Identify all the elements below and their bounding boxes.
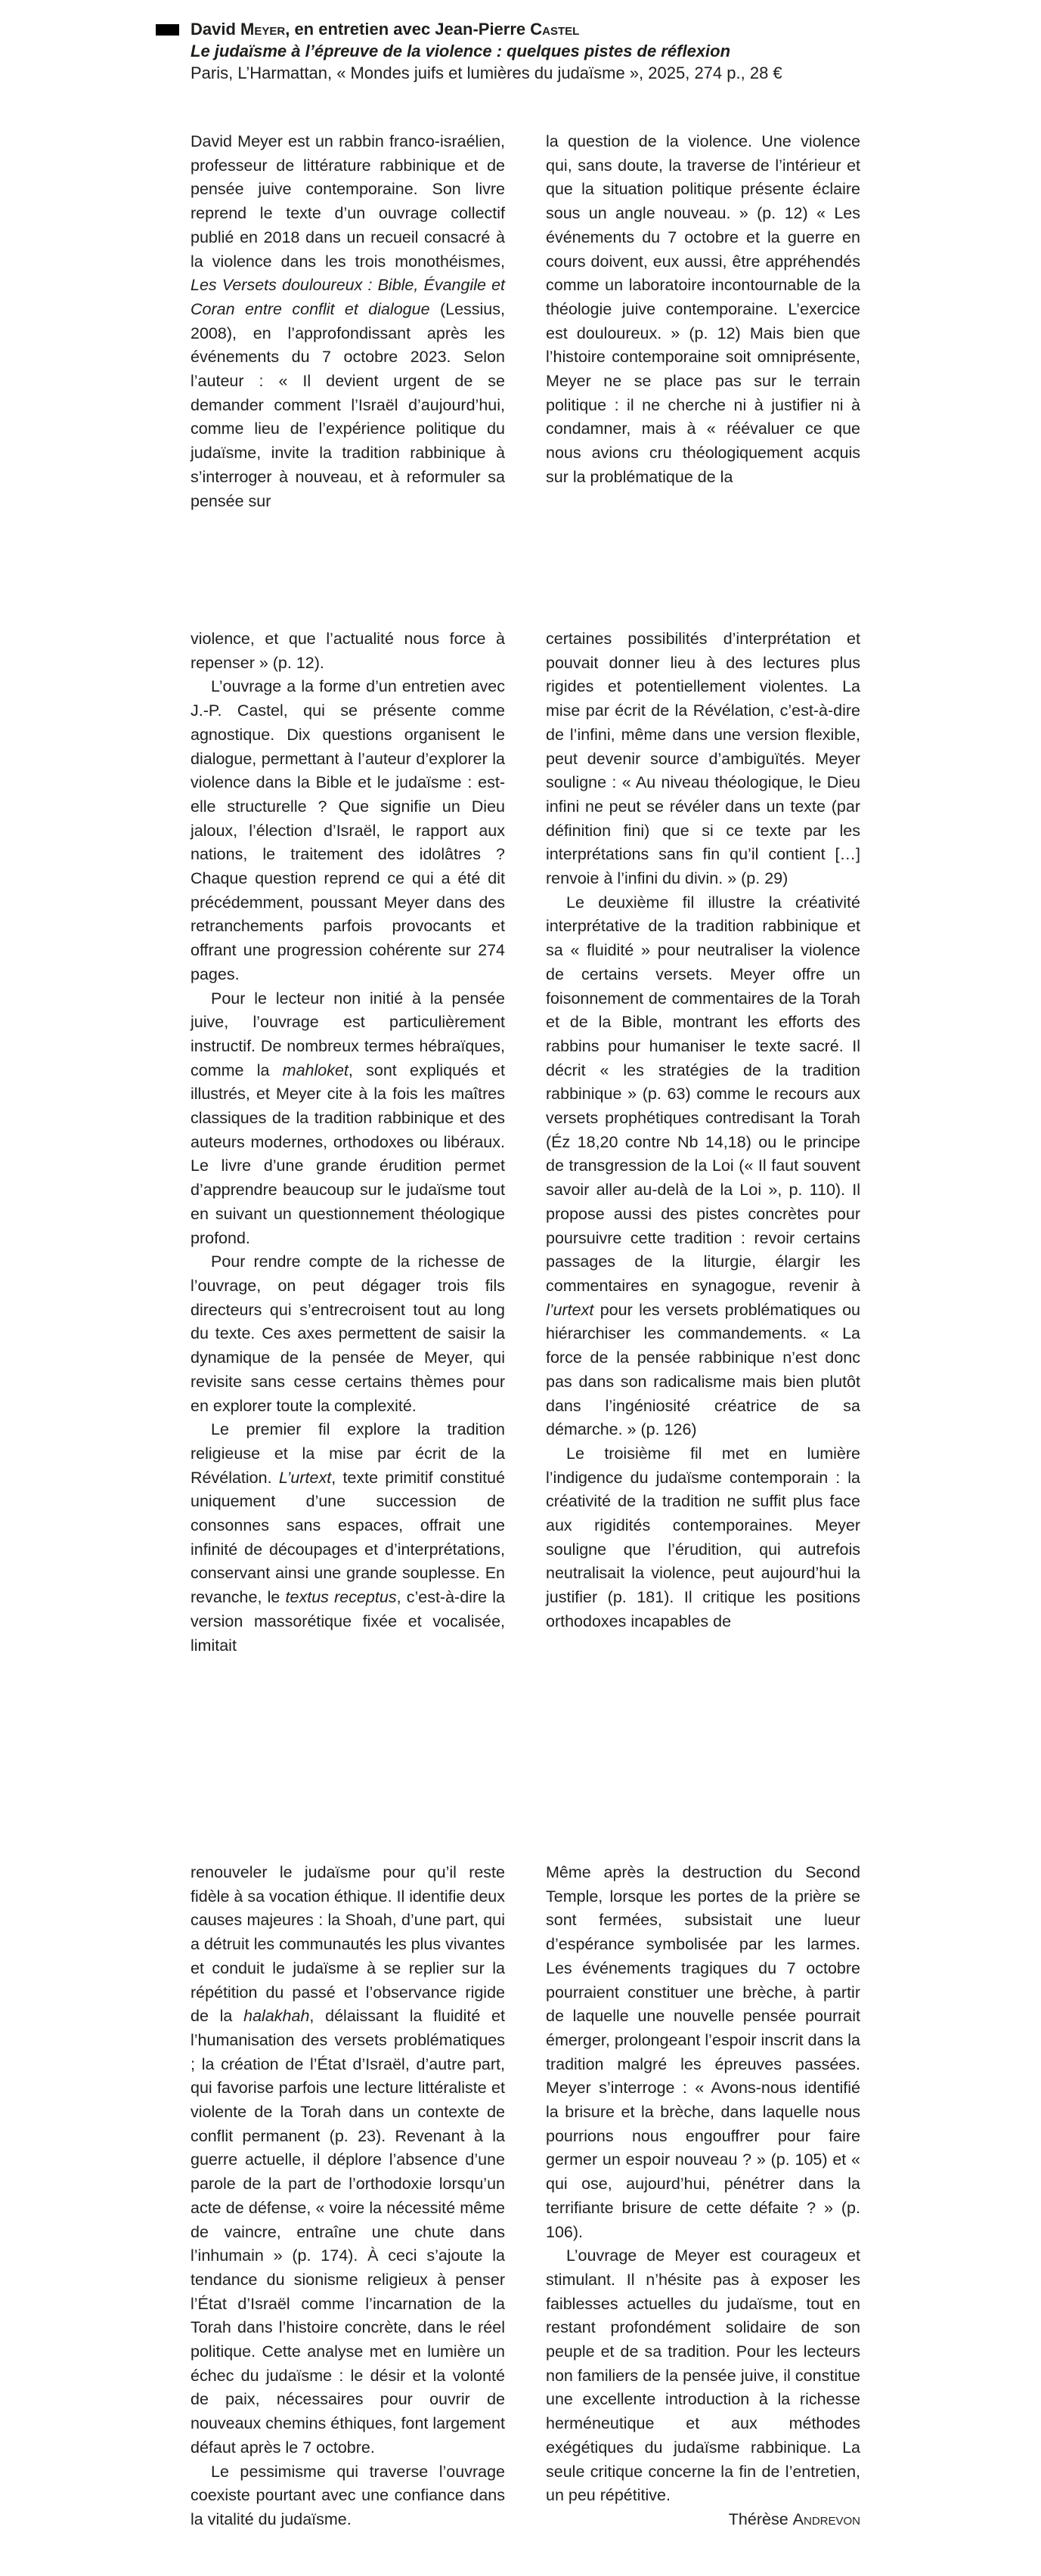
text-run: halakhah (243, 2007, 310, 2026)
text-run: pour les versets problématiques ou hiérarchiser les commandements. « La force de la pensée rabbinique n’est donc pas dans son radicalisme mais bien plutôt dans l’ingéniosité créatrice de sa démarche. » (p. 126) (546, 1300, 860, 1439)
block-1-column-right (546, 130, 860, 513)
text-run: David Meyer est un rabbin franco-israélien, professeur de littérature rabbinique et de pensée juive contemporaine. Son livre reprend le texte d’un ouvrage collectif publié en 2018 dans un recueil consacré à la violence dans les trois monothéismes, (191, 132, 505, 271)
text-run: Pour rendre compte de la richesse de l’ouvrage, on peut dégager trois fils directeurs qui s’entrecroisent tout au long du texte. Ces axes permettent de saisir la dynamique de la pensée de Meyer, qui revisite sans cesse certains thèmes pour en explorer toute la complexité. (191, 1252, 505, 1415)
text-run: Paris, L’Harmattan, « Mondes juifs et lumières du judaïsme », 2025, 274 p., 28 € (191, 63, 782, 82)
paragraph (546, 1442, 860, 1634)
text-run: violence, et que l’actualité nous force à repenser » (p. 12). (191, 630, 505, 672)
text-block-2 (191, 627, 860, 1658)
text-run: Même après la destruction du Second Temple, lorsque les portes de la prière se sont fermées, subsistait une lueur d’espérance symbolisée par les larmes. Les événements tragiques du 7 octobre pourraient constituer une brèche, à partir de laquelle une nouvelle pensée pourrait émerger, prolongeant l’espoir inscrit dans la tradition malgré les épreuves passées. Meyer s’interroge : « Avons-nous identifié la brisure et la brèche, dans laquelle nous pourrions nous engouffrer pour faire germer un espoir nouveau ? » (p. 105) et « qui ose, aujourd’hui, pénétrer dans la terrifiante brisure de cette défaite ? » (p. 106). (546, 1863, 860, 2241)
text-run: Le premier fil explore la tradition religieuse et la mise par écrit de la Révélation. (191, 1420, 505, 1487)
text-run: , texte primitif constitué uniquement d’une succession de consonnes sans espaces, offrait une infinité de découpages et d’interprétations, conservant ainsi une grande souplesse. En revanche, le (191, 1468, 505, 1607)
paragraph (546, 2244, 860, 2508)
review-header (191, 18, 886, 84)
text-run: la question de la violence. Une violence qui, sans doute, la traverse de l’intérieur et que la situation politique présente éclaire sous un angle nouveau. » (p. 12) « Les événements du 7 octobre et la guerre en cours doivent, eux aussi, être appréhendés comme un laboratoire incontournable de la théologie juive contemporaine. L’exercice est douloureux. » (p. 12) Mais bien que l’histoire contemporaine soit omniprésente, Meyer ne se place pas sur le terrain politique : il ne cherche ni à justifier ni à condamner, mais à « réévaluer ce que nous avions cru théologiquement acquis sur la problématique de la (546, 132, 860, 486)
text-run: renouveler le judaïsme pour qu’il reste fidèle à sa vocation éthique. Il identifie deux causes majeures : la Shoah, d’une part, qui a détruit les communautés les plus vivantes et conduit le judaïsme à se replier sur la répétition du passé et l’observance rigide de la (191, 1863, 505, 2026)
text-run: , c’est-à-dire la version massorétique fixée et vocalisée, limitait (191, 1588, 505, 1655)
reviewer-signature (546, 2508, 860, 2532)
text-run: mahloket (282, 1060, 349, 1079)
block-2-column-right (546, 627, 860, 1658)
block-2-column-left (191, 627, 505, 1658)
text-run: David (191, 20, 241, 39)
text-run: Le pessimisme qui traverse l’ouvrage coexiste pourtant avec une confiance dans la vitalité du judaïsme. (191, 2462, 505, 2528)
text-run: Meyer (240, 20, 286, 39)
text-run: , en entretien avec Jean-Pierre (285, 20, 531, 39)
review-book-title (191, 40, 886, 62)
text-run: Thérèse (728, 2509, 793, 2528)
text-run: textus receptus (285, 1588, 397, 1607)
text-run: Le deuxième fil illustre la créativité interprétative de la tradition rabbinique et sa « fluidité » pour neutraliser la violence de certains versets. Meyer offre un foisonnement de commentaires de la Torah et de la Bible, montrant les efforts des rabbins pour humaniser le texte sacré. Il décrit « les stratégies de la tradition rabbinique » (p. 63) comme le recours aux versets prophétiques contredisant la Torah (Éz 18,20 contre Nb 14,18) ou le principe de transgression de la Loi (« Il faut souvent savoir aller au-delà de la Loi », p. 110). Il propose aussi des pistes concrètes pour poursuivre cette tradition : revoir certains passages de la liturgie, élargir les commentaires en synagogue, revenir à (546, 893, 860, 1295)
paragraph (191, 1250, 505, 1418)
text-block-1 (191, 130, 860, 513)
text-run: Pour le lecteur non initié à la pensée juive, l’ouvrage est particulièrement instructif. De nombreux termes hébraïques, comme la (191, 989, 505, 1079)
paragraph (191, 1861, 505, 2460)
section-bullet-marker (156, 24, 179, 36)
review-publication-info (191, 62, 886, 84)
text-run: l’urtext (546, 1300, 594, 1319)
text-run: Castel (530, 20, 580, 39)
text-block-3 (191, 1861, 860, 2532)
text-run: (Lessius, 2008), en l’approfondissant après les événements du 7 octobre 2023. Selon l’auteur : « Il devient urgent de se demander comment l’Israël d’aujourd’hui, comme lieu de l’expérience politique du judaïsme, invite la tradition rabbinique à s’interroger à nouveau, et à reformuler sa pensée sur (191, 299, 505, 510)
text-run: Le troisième fil met en lumière l’indigence du judaïsme contemporain : la créativité de la tradition ne suffit plus face aux rigidités contemporaines. Meyer souligne que l’érudition, qui autrefois neutralisait la violence, peut aujourd’hui la justifier (p. 181). Il critique les positions orthodoxes incapables de (546, 1444, 860, 1630)
text-run: Andrevon (792, 2509, 860, 2528)
text-run: Le judaïsme à l’épreuve de la violence : quelques pistes de réflexion (191, 42, 731, 60)
paragraph (546, 1861, 860, 2244)
paragraph (546, 130, 860, 490)
block-3-column-right (546, 1861, 860, 2532)
paragraph (191, 987, 505, 1251)
paragraph (191, 627, 505, 675)
text-run: , délaissant la fluidité et l’humanisation des versets problématiques ; la création de l’État d’Israël, d’autre part, qui favorise parfois une lecture littéraliste et violente de la Torah dans un contexte de conflit permanent (p. 23). Revenant à la guerre actuelle, il déplore l’absence d’une parole de la part de l’orthodoxie lorsqu’un acte de défense, « voire la nécessité même de vaincre, entraîne une chute dans l’inhumain » (p. 174). À ceci s’ajoute la tendance du sionisme religieux à penser l’État d’Israël comme l’incarnation de la Torah dans l’histoire concrète, dans le réel politique. Cette analyse met en lumière un échec du judaïsme : le désir et la volonté de paix, nécessaires pour ouvrir de nouveaux chemins éthiques, font largement défaut après le 7 octobre. (191, 2007, 505, 2457)
paragraph (191, 130, 505, 513)
text-run: L’ouvrage de Meyer est courageux et stimulant. Il n’hésite pas à exposer les faiblesses actuelles du judaïsme, tout en restant profondément solidaire de son peuple et de sa tradition. Pour les lecteurs non familiers de la pensée juive, il constitue une excellente introduction à la richesse herméneutique et aux méthodes exégétiques du judaïsme rabbinique. La seule critique concerne la fin de l’entretien, un peu répétitive. (546, 2246, 860, 2505)
paragraph (191, 2460, 505, 2532)
block-1-column-left (191, 130, 505, 513)
block-3-column-left (191, 1861, 505, 2532)
paragraph (546, 891, 860, 1442)
paragraph (191, 675, 505, 986)
text-run: L’urtext (278, 1468, 332, 1487)
text-run: Les Versets douloureux : Bible, Évangile et Coran entre conflit et dialogue (191, 276, 505, 318)
text-run: , sont expliqués et illustrés, et Meyer cite à la fois les maîtres classiques de la tradition rabbinique et des auteurs modernes, orthodoxes ou libéraux. Le livre d’une grande érudition permet d’apprendre beaucoup sur le judaïsme tout en suivant un questionnement théologique profond. (191, 1060, 505, 1247)
paragraph (546, 627, 860, 891)
review-authors-line (191, 18, 886, 40)
paragraph (191, 1418, 505, 1658)
text-run: L’ouvrage a la forme d’un entretien avec J.-P. Castel, qui se présente comme agnostique. Dix questions organisent le dialogue, permettant à l’auteur d’explorer la violence dans la Bible et le judaïsme : est-elle structurelle ? Que signifie un Dieu jaloux, l’élection d’Israël, le rapport aux nations, le traitement des idolâtres ? Chaque question reprend ce qui a été dit précédemment, poussant Meyer dans des retranchements parfois provocants et offrant une progression cohérente sur 274 pages. (191, 677, 505, 983)
text-run: certaines possibilités d’interprétation et pouvait donner lieu à des lectures plus rigides et potentiellement violentes. La mise par écrit de la Révélation, c’est-à-dire de l’infini, même dans une version flexible, peut devenir source d’ambiguïtés. Meyer souligne : « Au niveau théologique, le Dieu infini ne peut se révéler dans un texte (par définition fini) que si ce texte par les interprétations sans fin qu’il contient […] renvoie à l’infini du divin. » (p. 29) (546, 630, 860, 888)
